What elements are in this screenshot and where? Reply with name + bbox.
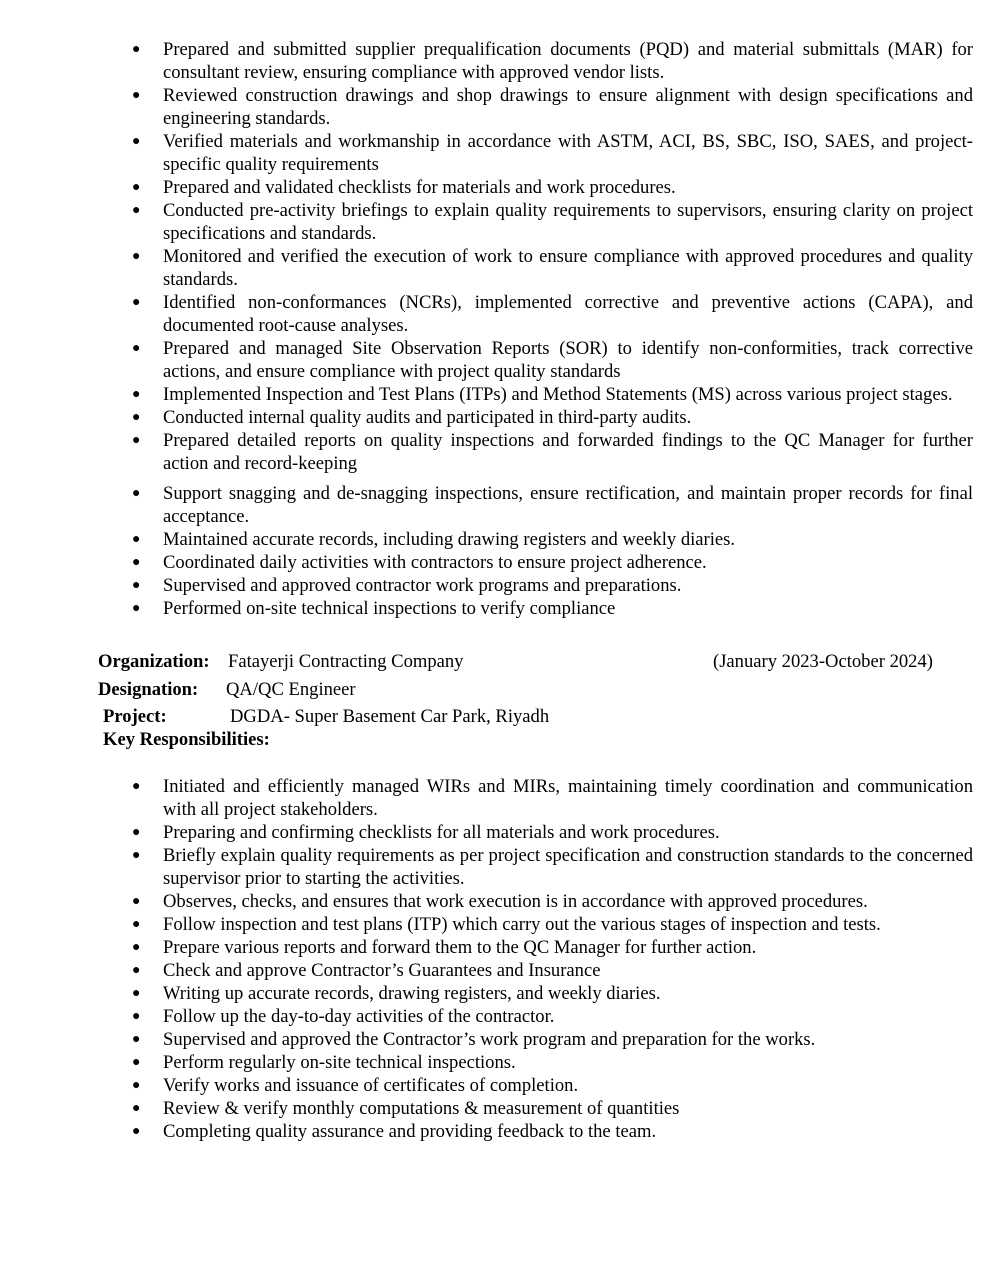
- list-item: ● Coordinated daily activities with contractors to ensure project adherence.: [132, 552, 707, 573]
- list-item: ● Identified non-conformances (NCRs), implemented corrective and preventive actions (CAPA), and documented root-cause analyses.: [132, 292, 973, 336]
- list-item: ● Completing quality assurance and providing feedback to the team.: [132, 1121, 657, 1142]
- list-item: ● Support snagging and de-snagging inspections, ensure rectification, and maintain proper records for final acceptance.: [132, 483, 973, 527]
- bullet-dot-icon: ●: [132, 295, 141, 310]
- designation-label: Designation:: [98, 679, 199, 700]
- bullet-dot-icon: ●: [132, 986, 141, 1001]
- list-item: ● Implemented Inspection and Test Plans (ITPs) and Method Statements (MS) across various project stages.: [132, 384, 953, 405]
- list-item: ● Performed on-site technical inspections to verify compliance: [132, 598, 616, 619]
- list-item: ● Verify works and issuance of certificates of completion.: [132, 1075, 579, 1096]
- bullet-dot-icon: ●: [132, 410, 141, 425]
- list-item: ● Initiated and efficiently managed WIRs and MIRs, maintaining timely coordination and communication with all project stakeholders.: [132, 776, 973, 820]
- bullet-dot-icon: ●: [132, 1078, 141, 1093]
- bullet-dot-icon: ●: [132, 341, 141, 356]
- bullet-dot-icon: ●: [132, 249, 141, 264]
- bullet-dot-icon: ●: [132, 963, 141, 978]
- list-item: ● Prepare various reports and forward them to the QC Manager for further action.: [132, 937, 757, 958]
- bullet-dot-icon: ●: [132, 42, 141, 57]
- bullet-dot-icon: ●: [132, 486, 141, 501]
- bullet-dot-icon: ●: [132, 940, 141, 955]
- employment-period: (January 2023-October 2024): [713, 651, 933, 672]
- list-item: ● Monitored and verified the execution of work to ensure compliance with approved procedures and quality standards.: [132, 246, 973, 290]
- bullet-dot-icon: ●: [132, 433, 141, 448]
- bullet-dot-icon: ●: [132, 532, 141, 547]
- bullet-dot-icon: ●: [132, 1009, 141, 1024]
- bullet-dot-icon: ●: [132, 894, 141, 909]
- bullet-dot-icon: ●: [132, 1055, 141, 1070]
- project-label: Project:: [103, 706, 167, 727]
- designation-value: QA/QC Engineer: [226, 679, 356, 700]
- list-item: ● Reviewed construction drawings and shop drawings to ensure alignment with design specifications and engineering standards.: [132, 85, 973, 129]
- list-item: ● Prepared and submitted supplier prequalification documents (PQD) and material submittals (MAR) for consultant review, ensuring compliance with approved vendor lists.: [132, 39, 973, 83]
- list-item: ● Perform regularly on-site technical inspections.: [132, 1052, 516, 1073]
- bullet-dot-icon: ●: [132, 555, 141, 570]
- list-item: ● Review & verify monthly computations & measurement of quantities: [132, 1098, 680, 1119]
- list-item: ● Prepared detailed reports on quality inspections and forwarded findings to the QC Manager for further action and record-keeping: [132, 430, 973, 474]
- bullet-dot-icon: ●: [132, 134, 141, 149]
- list-item: ● Preparing and confirming checklists for all materials and work procedures.: [132, 822, 720, 843]
- bullet-dot-icon: ●: [132, 601, 141, 616]
- organization-value: Fatayerji Contracting Company: [228, 651, 464, 672]
- organization-row: [98, 650, 210, 673]
- bullet-dot-icon: ●: [132, 848, 141, 863]
- bullet-dot-icon: ●: [132, 1101, 141, 1116]
- bullet-dot-icon: ●: [132, 1124, 141, 1139]
- bullet-dot-icon: ●: [132, 88, 141, 103]
- bullet-dot-icon: ●: [132, 203, 141, 218]
- experience-bullet-list-2: [0, 775, 988, 1143]
- designation-row: [98, 678, 198, 701]
- bullet-dot-icon: ●: [132, 578, 141, 593]
- list-item: ● Supervised and approved contractor work programs and preparations.: [132, 575, 682, 596]
- bullet-dot-icon: ●: [132, 825, 141, 840]
- list-item: ● Conducted internal quality audits and participated in third-party audits.: [132, 407, 692, 428]
- organization-label: Organization:: [98, 651, 210, 672]
- list-item: ● Maintained accurate records, including drawing registers and weekly diaries.: [132, 529, 736, 550]
- key-responsibilities-heading: Key Responsibilities:: [103, 729, 270, 750]
- list-item: ● Check and approve Contractor’s Guarantees and Insurance: [132, 960, 601, 981]
- list-item: ● Verified materials and workmanship in accordance with ASTM, ACI, BS, SBC, ISO, SAES, and project-specific quality requirements: [132, 131, 973, 175]
- list-item: ● Follow up the day-to-day activities of the contractor.: [132, 1006, 555, 1027]
- bullet-dot-icon: ●: [132, 387, 141, 402]
- bullet-dot-icon: ●: [132, 1032, 141, 1047]
- bullet-dot-icon: ●: [132, 917, 141, 932]
- list-item: ● Conducted pre-activity briefings to explain quality requirements to supervisors, ensuring clarity on project specifications and standards.: [132, 200, 973, 244]
- project-row: [103, 705, 167, 728]
- list-item: ● Follow inspection and test plans (ITP) which carry out the various stages of inspection and tests.: [132, 914, 881, 935]
- bullet-dot-icon: ●: [132, 779, 141, 794]
- list-item: ● Prepared and validated checklists for materials and work procedures.: [132, 177, 676, 198]
- list-item: ● Supervised and approved the Contractor’s work program and preparation for the works.: [132, 1029, 816, 1050]
- list-item: ● Briefly explain quality requirements as per project specification and construction standards to the concerned supervisor prior to starting the activities.: [132, 845, 973, 889]
- list-item: ● Observes, checks, and ensures that work execution is in accordance with approved procedures.: [132, 891, 868, 912]
- list-item: ● Writing up accurate records, drawing registers, and weekly diaries.: [132, 983, 661, 1004]
- experience-bullet-list-1: [0, 38, 988, 620]
- list-item: ● Prepared and managed Site Observation Reports (SOR) to identify non-conformities, track corrective actions, and ensure compliance with project quality standards: [132, 338, 973, 382]
- bullet-dot-icon: ●: [132, 180, 141, 195]
- project-value: DGDA- Super Basement Car Park, Riyadh: [230, 706, 550, 727]
